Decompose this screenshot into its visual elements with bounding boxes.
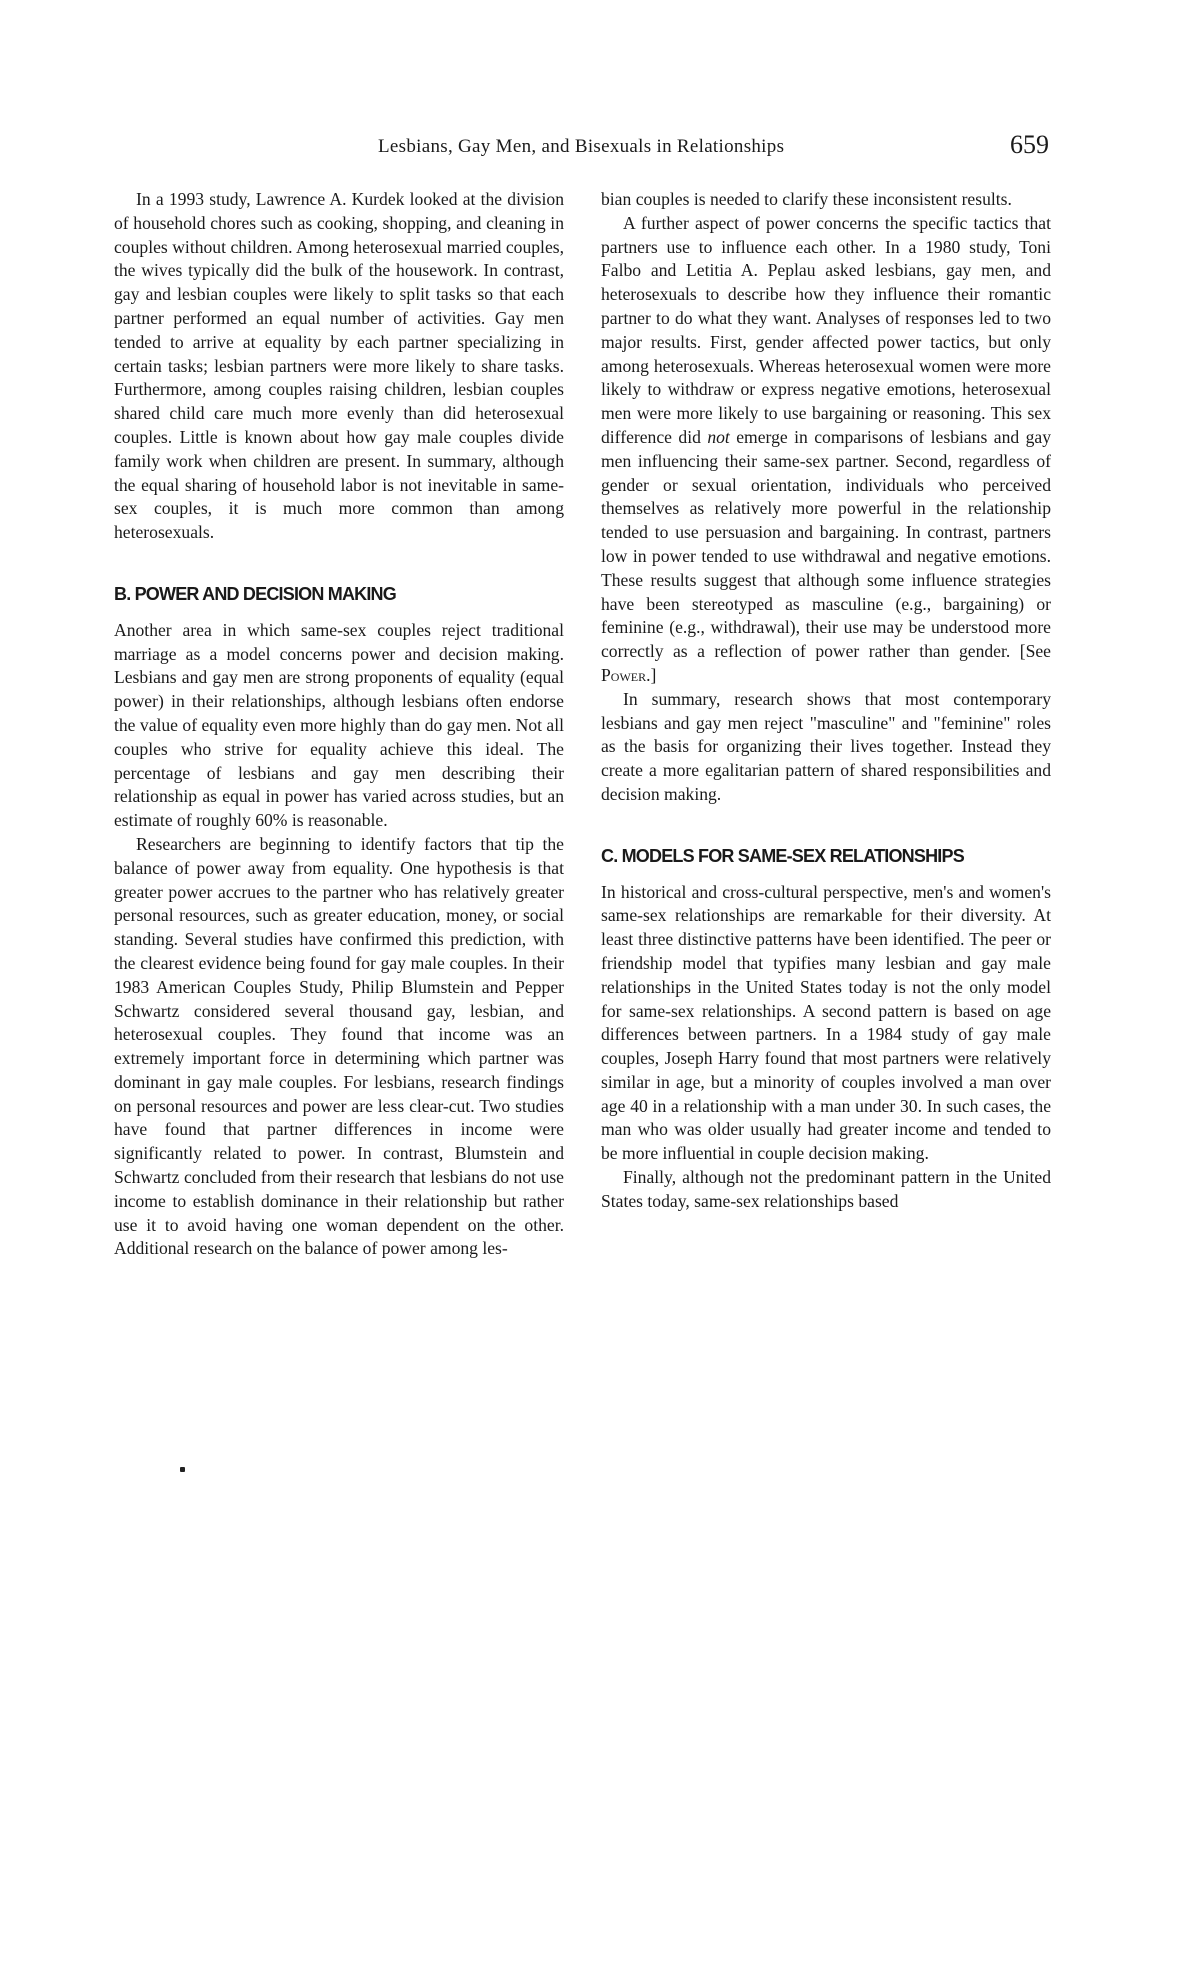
paragraph-text: emerge in comparisons of lesbians and gay men influencing their same-sex partner. Second, regardless of gender or sexual orientation, individuals who perceived themselves as relatively more powerful in the relationship tended to use persuasion and bargaining. In contrast, partners low in power tended to use withdrawal and negative emotions. These results suggest that although some influence strategies have been stereotyped as masculine (e.g., bargaining) or feminine (e.g., withdrawal), their use may be understood more correctly as a reflection of power rather than gender. [See <box>601 426 1051 662</box>
section-heading-models: C. MODELS FOR SAME-SEX RELATIONSHIPS <box>601 845 964 866</box>
paragraph-summary: In summary, research shows that most contemporary lesbians and gay men reject "masculine" and "feminine" roles as the basis for organizing their lives together. Instead they create a more egalitarian pattern of shared responsibilities and decision making. <box>601 688 1051 804</box>
paragraph-finally: Finally, although not the predominant pattern in the United States today, same-sex relationships based <box>601 1167 1051 1211</box>
left-column <box>114 188 564 1261</box>
cross-reference-power: Power <box>601 664 647 685</box>
section-heading-power: B. POWER AND DECISION MAKING <box>114 583 396 604</box>
paragraph-text: A further aspect of power concerns the specific tactics that partners use to influence each other. In a 1980 study, Toni Falbo and Letitia A. Peplau asked lesbians, gay men, and heterosexuals to describe how they influence their romantic partner to do what they want. Analyses of responses led to two major results. First, gender affected power tactics, but only among heterosexuals. Whereas heterosexual women were more likely to withdraw or express negative emotions, heterosexual men were more likely to use bargaining or reasoning. This sex difference did <box>601 212 1051 447</box>
paragraph-household-chores: In a 1993 study, Lawrence A. Kurdek looked at the division of household chores such as cooking, shopping, and cleaning in couples without children. Among heterosexual married couples, the wives typically did the bulk of the housework. In contrast, gay and lesbian couples were likely to split tasks so that each partner performed an equal number of activities. Gay men tended to arrive at equality by each partner specializing in certain tasks; lesbian partners were more likely to share tasks. Furthermore, among couples raising children, lesbian couples shared child care much more evenly than did heterosexual couples. Little is known about how gay male couples divide family work when children are present. In summary, although the equal sharing of household labor is not inevitable in same-sex couples, it is much more common than among heterosexuals. <box>114 189 564 543</box>
emphasis-not: not <box>707 426 730 447</box>
paragraph-power-intro: Another area in which same-sex couples reject traditional marriage as a model concerns power and decision making. Lesbians and gay men are strong proponents of equality (equal power) in their relationships, although lesbians often endorse the value of equality even more highly than do gay men. Not all couples who strive for equality achieve this ideal. The percentage of lesbians and gay men describing their relationship as equal in power has varied across studies, but an estimate of roughly 60% is reasonable. <box>114 619 564 831</box>
paragraph-text: .] <box>646 664 657 685</box>
running-header: Lesbians, Gay Men, and Bisexuals in Relationships <box>378 136 785 157</box>
paragraph-continuation: bian couples is needed to clarify these inconsistent results. <box>601 189 1012 209</box>
right-column <box>601 188 1051 1214</box>
paragraph-models-diversity: In historical and cross-cultural perspective, men's and women's same-sex relationships are remarkable for their diversity. At least three distinctive patterns have been identified. The peer or friendship model that typifies many lesbian and gay male relationships in the United States today is not the only model for same-sex relationships. A second pattern is based on age differences between partners. In a 1984 study of gay male couples, Joseph Harry found that most partners were relatively similar in age, but a minority of couples involved a man over age 40 in a relationship with a man under 30. In such cases, the man who was older usually had greater income and tended to be more influential in couple decision making. <box>601 881 1051 1164</box>
paragraph-power-factors: Researchers are beginning to identify factors that tip the balance of power away from equality. One hypothesis is that greater power accrues to the partner who has relatively greater personal resources, such as greater education, money, or social standing. Several studies have confirmed this prediction, with the clearest evidence being found for gay male couples. In their 1983 American Couples Study, Philip Blumstein and Pepper Schwartz considered several thousand gay, lesbian, and heterosexual couples. They found that income was an extremely important force in determining which partner was dominant in gay male couples. For lesbians, research findings on personal resources and power are less clear-cut. Two studies have found that partner differences in income were significantly related to power. In contrast, Blumstein and Schwartz concluded from their research that lesbians do not use income to establish dominance in their relationship but rather use it to avoid having one woman dependent on the other. Additional research on the balance of power among les- <box>114 833 564 1259</box>
paragraph-influence-tactics <box>601 212 1051 688</box>
ink-speck <box>180 1467 185 1472</box>
page-number: 659 <box>1010 130 1049 159</box>
